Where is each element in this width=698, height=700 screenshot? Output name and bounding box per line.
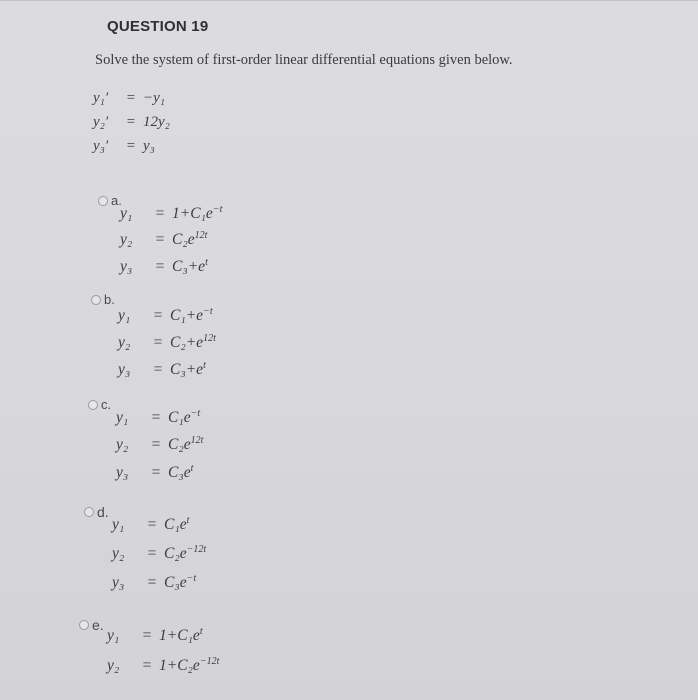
answer-rhs xyxy=(159,626,203,645)
answer-rhs xyxy=(168,408,200,427)
radio-button-a[interactable] xyxy=(98,196,108,206)
equation-rhs: y₃ xyxy=(143,138,155,154)
answer-exponent: 12t xyxy=(194,230,208,241)
answer-line xyxy=(112,515,189,534)
system-equation xyxy=(93,114,170,131)
answer-base: 1+C₂e xyxy=(159,657,200,675)
answer-exponent: −12t xyxy=(199,656,220,667)
answer-equals: = xyxy=(142,657,152,675)
answer-rhs xyxy=(170,360,206,379)
answer-line xyxy=(112,544,206,563)
option-d[interactable] xyxy=(84,504,109,520)
answer-exponent: t xyxy=(186,515,190,526)
answer-line xyxy=(118,360,206,379)
answer-base: 1+C₁e xyxy=(172,205,213,223)
answer-lhs: y₂ xyxy=(120,231,133,249)
answer-rhs xyxy=(164,573,196,592)
answer-line xyxy=(112,573,196,592)
answer-equals: = xyxy=(147,574,157,592)
option-label: c. xyxy=(101,397,112,412)
question-prompt: Solve the system of first-order linear differential equations given below. xyxy=(95,52,513,68)
answer-equals: = xyxy=(151,436,161,454)
answer-lhs: y₂ xyxy=(107,657,120,675)
answer-line xyxy=(118,306,213,325)
answer-rhs xyxy=(170,306,213,325)
option-a[interactable] xyxy=(98,193,122,208)
answer-equals: = xyxy=(147,516,157,534)
answer-lhs: y₃ xyxy=(116,464,129,482)
equation-rhs: 12y₂ xyxy=(143,114,170,130)
answer-base: C₁+e xyxy=(170,307,204,325)
option-label: a. xyxy=(111,193,122,208)
answer-exponent: −12t xyxy=(186,544,207,555)
answer-exponent: 12t xyxy=(203,333,216,344)
option-b[interactable] xyxy=(91,292,115,307)
answer-lhs: y₃ xyxy=(118,361,131,379)
answer-equals: = xyxy=(142,627,152,645)
answer-base: C₃+e xyxy=(170,361,204,379)
answer-lhs: y₁ xyxy=(112,516,125,534)
answer-exponent: t xyxy=(203,360,206,371)
equation-lhs: y₃′ xyxy=(93,138,109,154)
system-equation xyxy=(93,138,155,155)
equation-lhs: y₁′ xyxy=(93,90,109,106)
answer-lhs: y₂ xyxy=(118,334,131,352)
answer-line xyxy=(120,257,208,276)
answer-base: C₁e xyxy=(164,516,187,534)
answer-rhs xyxy=(168,435,203,454)
answer-base: 1+C₁e xyxy=(159,627,200,645)
answer-base: C₃e xyxy=(164,574,187,592)
answer-exponent: −t xyxy=(186,573,197,584)
answer-line xyxy=(107,656,219,675)
answer-base: C₂+e xyxy=(170,334,204,352)
top-divider xyxy=(0,0,698,1)
answer-line xyxy=(120,230,207,249)
answer-rhs xyxy=(170,333,216,352)
answer-rhs xyxy=(164,544,206,563)
answer-base: C₂e xyxy=(168,436,191,454)
equation-lhs: y₂′ xyxy=(93,114,109,130)
answer-equals: = xyxy=(155,231,165,249)
question-title: QUESTION 19 xyxy=(107,18,209,35)
answer-base: C₃e xyxy=(168,464,191,482)
answer-equals: = xyxy=(153,334,163,352)
answer-lhs: y₃ xyxy=(120,258,133,276)
answer-base: C₃+e xyxy=(172,258,206,276)
option-label: e. xyxy=(92,617,104,633)
radio-button-e[interactable] xyxy=(79,620,89,630)
system-equation xyxy=(93,90,165,107)
answer-line xyxy=(120,204,222,223)
answer-exponent: t xyxy=(190,463,194,474)
option-c[interactable] xyxy=(88,397,111,412)
answer-equals: = xyxy=(153,307,163,325)
answer-equals: = xyxy=(151,409,161,427)
answer-exponent: −t xyxy=(190,408,201,419)
equation-equals: = xyxy=(126,90,136,106)
answer-exponent: 12t xyxy=(190,435,204,446)
answer-base: C₂e xyxy=(172,231,195,249)
equation-rhs: −y₁ xyxy=(143,90,165,106)
answer-exponent: t xyxy=(205,257,208,268)
option-label: d. xyxy=(97,504,109,520)
answer-lhs: y₁ xyxy=(118,307,131,325)
answer-line xyxy=(118,333,216,352)
equation-equals: = xyxy=(126,138,136,154)
answer-line xyxy=(116,463,193,482)
answer-exponent: −t xyxy=(203,306,213,317)
radio-button-c[interactable] xyxy=(88,400,98,410)
radio-button-d[interactable] xyxy=(84,507,94,517)
option-e[interactable] xyxy=(79,617,104,633)
answer-line xyxy=(116,435,203,454)
answer-lhs: y₂ xyxy=(116,436,129,454)
answer-equals: = xyxy=(153,361,163,379)
answer-base: C₂e xyxy=(164,545,187,563)
answer-rhs xyxy=(168,463,193,482)
equation-equals: = xyxy=(126,114,136,130)
answer-lhs: y₁ xyxy=(120,205,133,223)
answer-rhs xyxy=(164,515,189,534)
answer-rhs xyxy=(159,656,219,675)
radio-button-b[interactable] xyxy=(91,295,101,305)
answer-exponent: −t xyxy=(212,204,223,215)
answer-line xyxy=(116,408,200,427)
answer-rhs xyxy=(172,230,207,249)
answer-lhs: y₃ xyxy=(112,574,125,592)
answer-equals: = xyxy=(147,545,157,563)
answer-equals: = xyxy=(155,205,165,223)
answer-base: C₁e xyxy=(168,409,191,427)
answer-exponent: t xyxy=(199,626,203,637)
answer-line xyxy=(107,626,203,645)
answer-rhs xyxy=(172,204,222,223)
answer-equals: = xyxy=(151,464,161,482)
answer-equals: = xyxy=(155,258,165,276)
option-label: b. xyxy=(104,292,115,307)
answer-lhs: y₁ xyxy=(107,627,120,645)
answer-lhs: y₂ xyxy=(112,545,125,563)
answer-lhs: y₁ xyxy=(116,409,129,427)
answer-rhs xyxy=(172,257,208,276)
